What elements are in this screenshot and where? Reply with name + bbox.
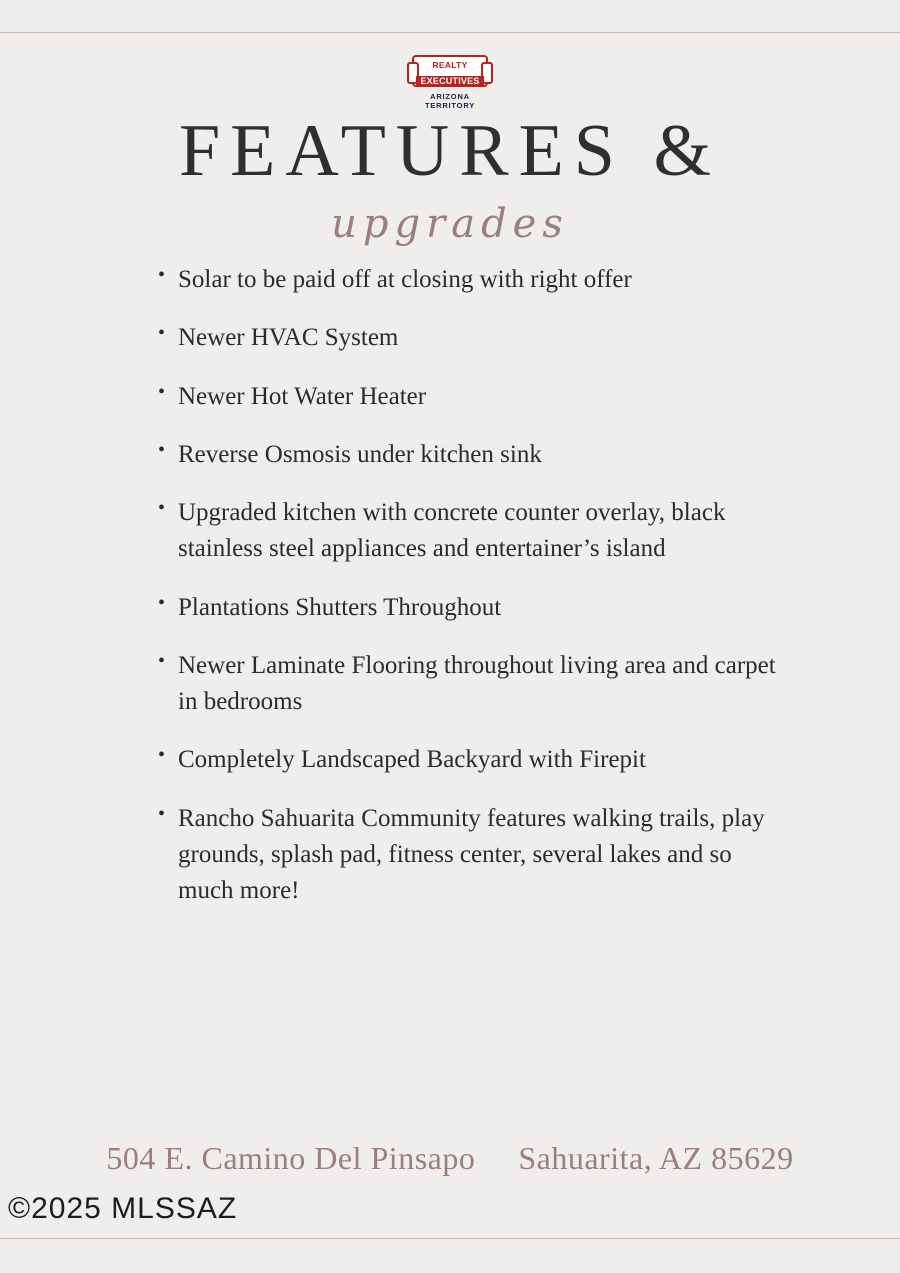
logo-subtitle: ARIZONA TERRITORY: [424, 92, 476, 110]
logo-line-1: REALTY: [432, 60, 468, 70]
list-item: • Plantations Shutters Throughout: [150, 590, 790, 626]
features-list: [150, 262, 790, 931]
realty-executives-logo-icon: [410, 55, 490, 110]
list-item: • Reverse Osmosis under kitchen sink: [150, 437, 790, 473]
list-item: • Newer Hot Water Heater: [150, 379, 790, 415]
brand-logo: [0, 55, 900, 113]
list-item: • Newer Laminate Flooring throughout living area and carpet in bedrooms: [150, 648, 790, 721]
bottom-divider: [0, 1238, 900, 1239]
logo-badge-shape: [412, 55, 488, 87]
copyright-watermark: ©2025 MLSSAZ: [8, 1192, 238, 1225]
logo-line-2: EXECUTIVES: [416, 76, 483, 87]
list-item: • Solar to be paid off at closing with right offer: [150, 262, 790, 298]
address-street: 504 E. Camino Del Pinsapo: [106, 1140, 476, 1176]
address-city-state-zip: Sahuarita, AZ 85629: [518, 1140, 794, 1176]
list-item: • Newer HVAC System: [150, 320, 790, 356]
page-subtitle: upgrades: [331, 201, 569, 247]
list-item: • Rancho Sahuarita Community features walking trails, play grounds, splash pad, fitness center, several lakes and so much more!: [150, 801, 790, 910]
page-title: FEATURES &: [178, 110, 721, 192]
top-divider: [0, 32, 900, 33]
list-item: • Completely Landscaped Backyard with Firepit: [150, 742, 790, 778]
property-address: [0, 1140, 900, 1177]
list-item: • Upgraded kitchen with concrete counter overlay, black stainless steel appliances and entertainer’s island: [150, 495, 790, 568]
